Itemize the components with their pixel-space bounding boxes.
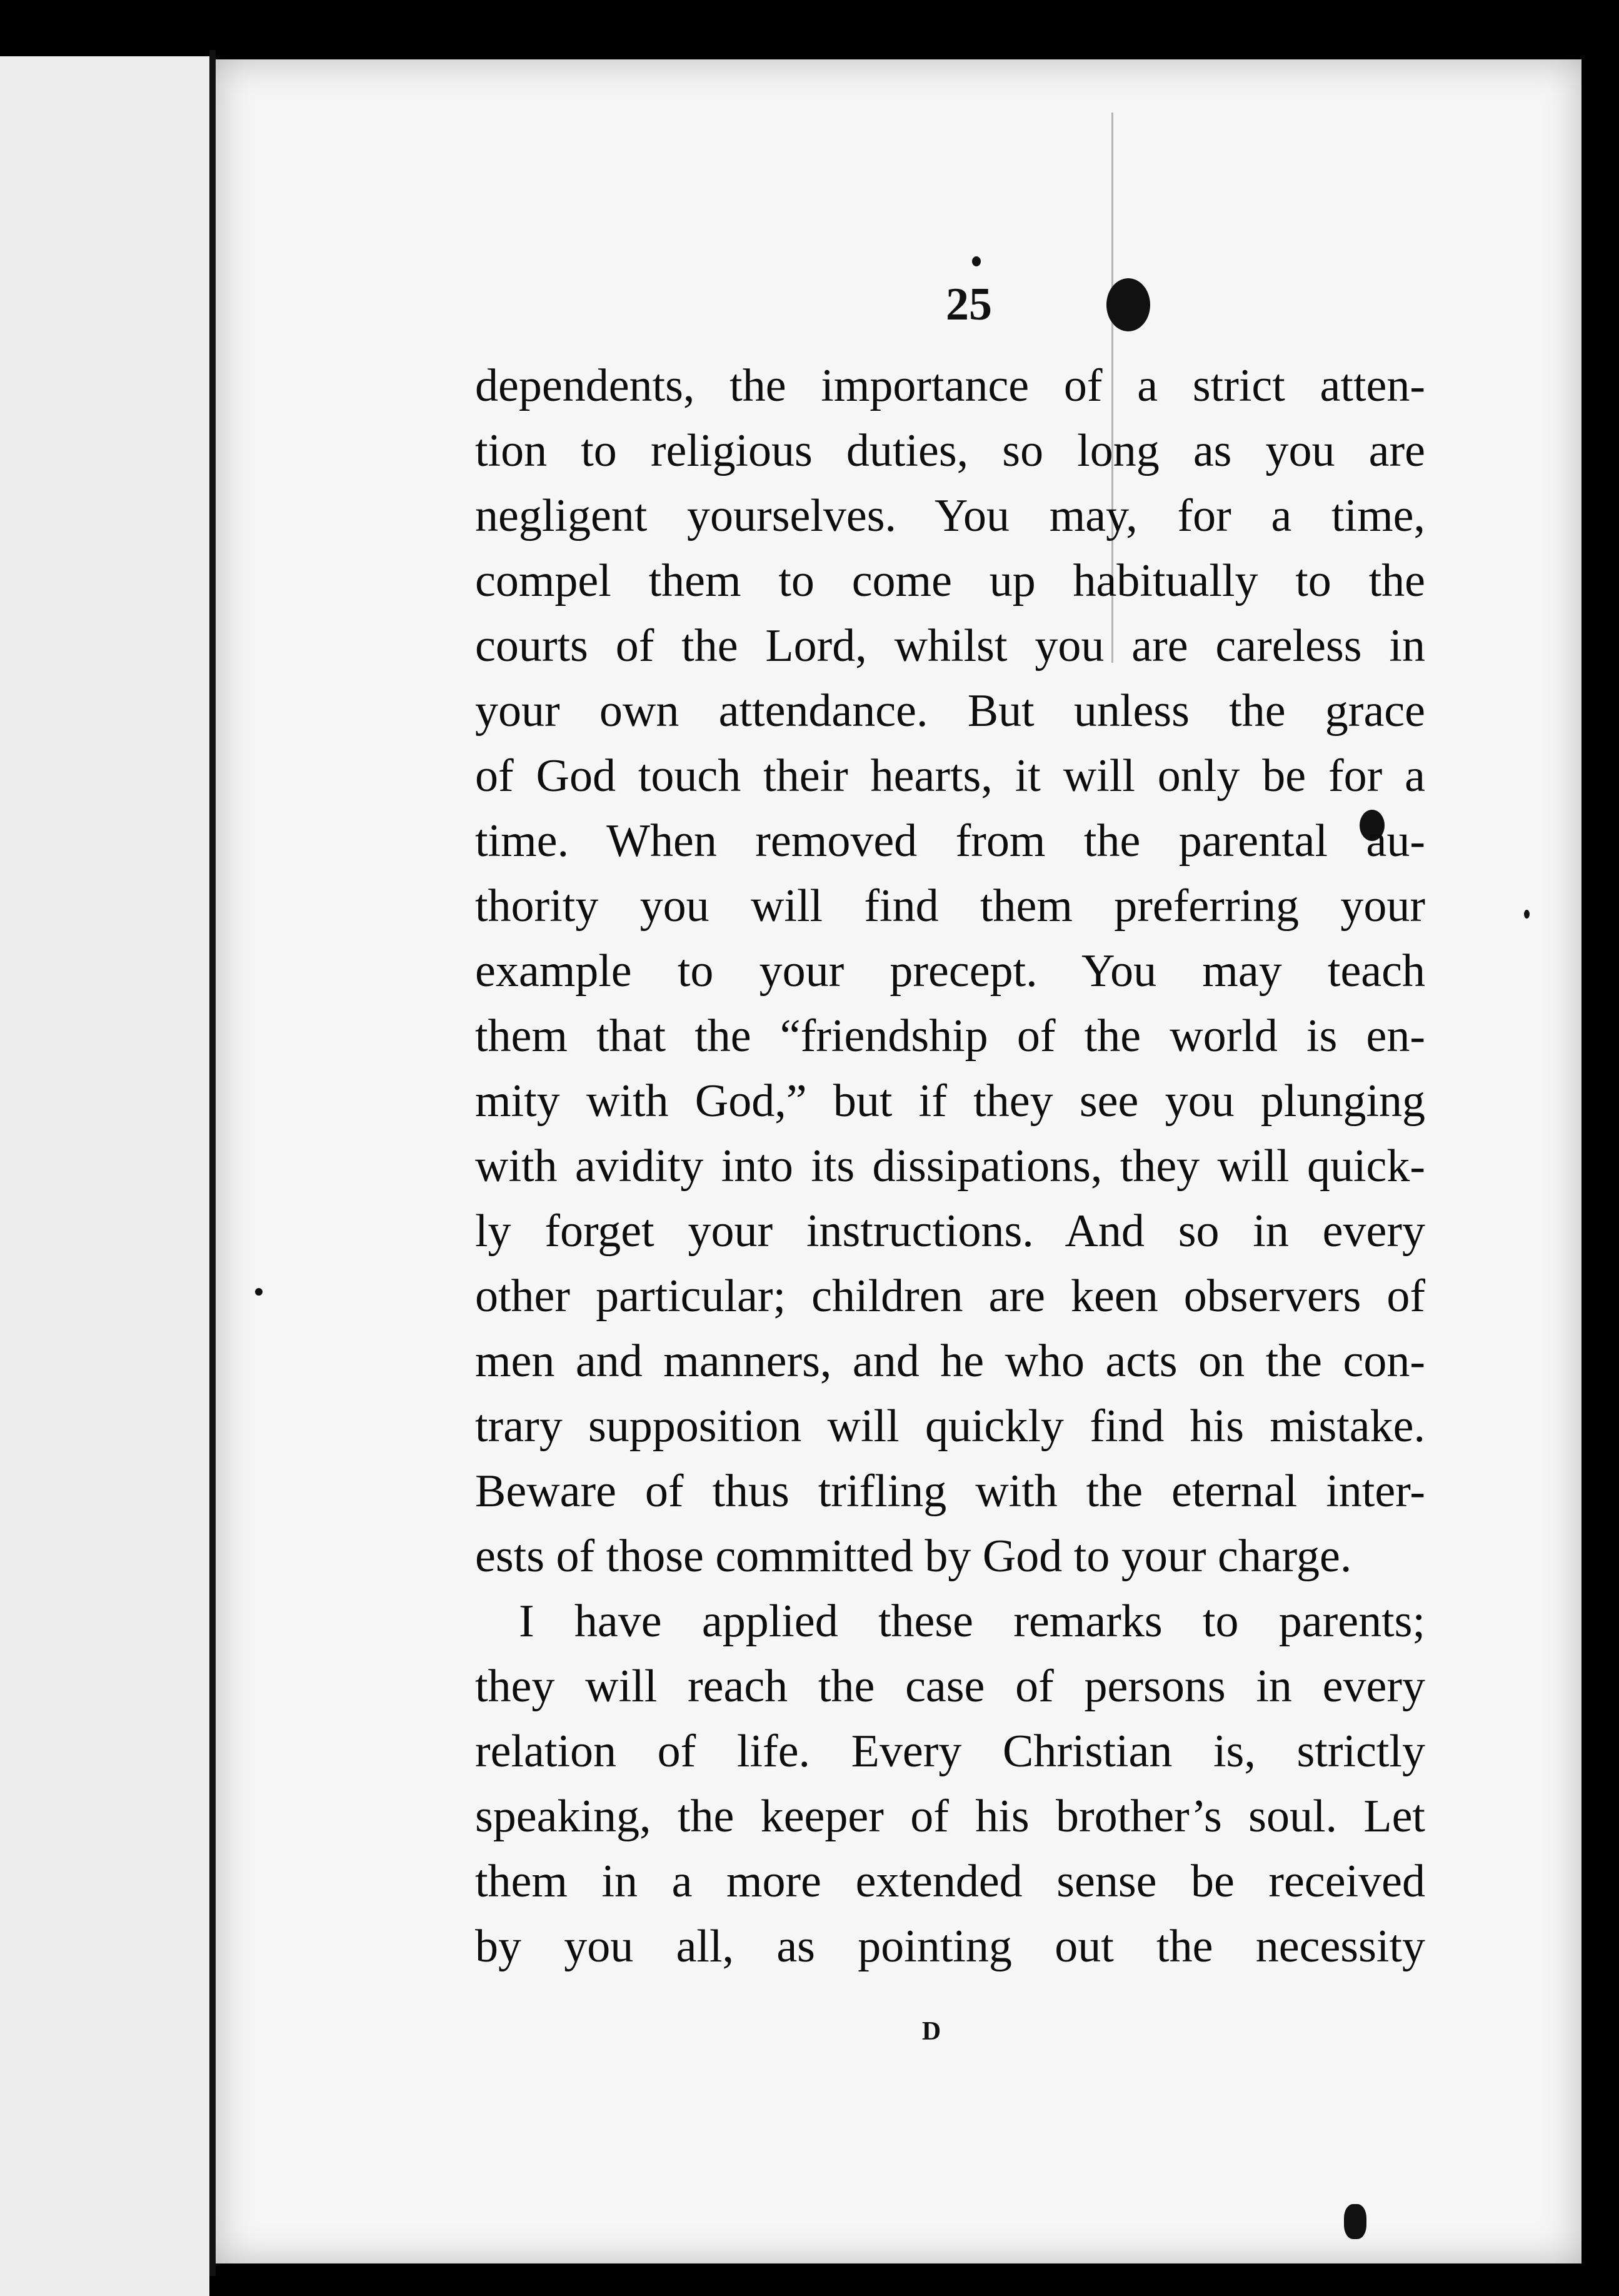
text-line: Beware of thus trifling with the eternal inter-	[475, 1466, 1425, 1517]
text-line: men and manners, and he who acts on the con-	[475, 1336, 1425, 1387]
text-line: by you all, as pointing out the necessity	[475, 1921, 1425, 1972]
text-line: other particular; children are keen observers of	[475, 1271, 1425, 1322]
text-line: negligent yourselves. You may, for a time,	[475, 490, 1425, 541]
ink-spot	[1344, 2204, 1366, 2239]
text-line: they will reach the case of persons in every	[475, 1661, 1425, 1712]
text-line: example to your precept. You may teach	[475, 945, 1425, 997]
text-line: relation of life. Every Christian is, strictly	[475, 1726, 1425, 1777]
text-line: tion to religious duties, so long as you are	[475, 425, 1425, 476]
text-line: ests of those committed by God to your charge.	[475, 1531, 1352, 1582]
text-line: thority you will find them preferring your	[475, 880, 1425, 932]
ink-spot	[255, 1288, 263, 1296]
text-line: trary supposition will quickly find his mistake.	[475, 1401, 1425, 1452]
text-line: them that the “friendship of the world is en-	[475, 1010, 1425, 1062]
text-line: ly forget your instructions. And so in every	[475, 1206, 1425, 1257]
text-line: of God touch their hearts, it will only be for a	[475, 750, 1425, 802]
ink-blot	[1106, 278, 1150, 331]
binding-gutter	[209, 50, 216, 2276]
text-line: compel them to come up habitually to the	[475, 555, 1425, 607]
facing-page-edge	[0, 56, 209, 2296]
text-line: courts of the Lord, whilst you are careless in	[475, 620, 1425, 672]
body-text	[475, 353, 1425, 1979]
text-line: speaking, the keeper of his brother’s soul. Let	[475, 1791, 1425, 1842]
ink-spot	[1524, 910, 1530, 919]
text-line: time. When removed from the parental au-	[475, 815, 1425, 867]
page-number: 25	[946, 279, 992, 330]
text-line: dependents, the importance of a strict atten-	[475, 360, 1425, 411]
text-line: them in a more extended sense be received	[475, 1856, 1425, 1907]
text-line: with avidity into its dissipations, they will quick-	[475, 1140, 1425, 1192]
text-line: your own attendance. But unless the grace	[475, 685, 1425, 737]
signature-mark: D	[921, 2017, 941, 2046]
ink-spot	[972, 256, 981, 266]
text-line: I have applied these remarks to parents;	[519, 1596, 1425, 1647]
text-line: mity with God,” but if they see you plunging	[475, 1075, 1425, 1127]
